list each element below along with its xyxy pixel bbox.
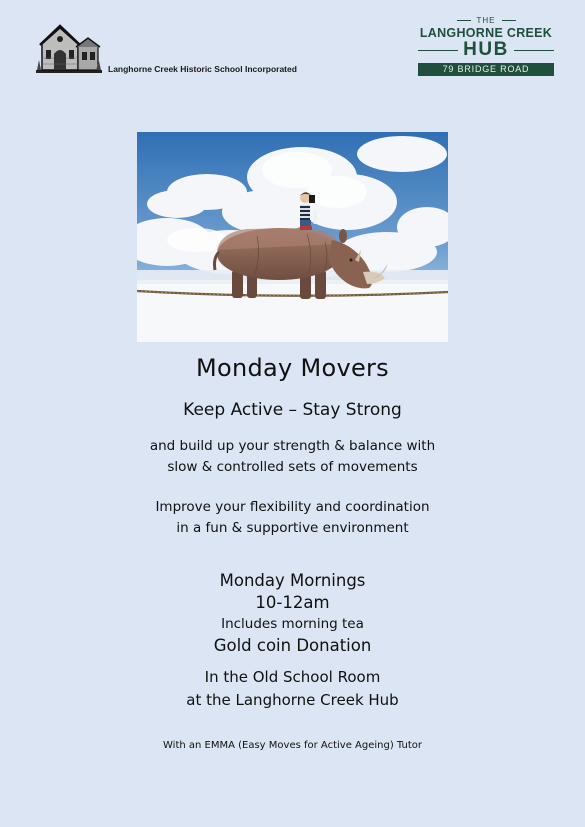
venue-line-2: at the Langhorne Creek Hub: [186, 691, 399, 709]
hub-name: LANGHORNE CREEK: [419, 26, 553, 40]
morning-tea-note: Includes morning tea: [221, 616, 364, 632]
poster-subtitle: Keep Active – Stay Strong: [183, 400, 402, 420]
session-hours: 10-12am: [255, 593, 330, 612]
venue: [0, 666, 585, 712]
hub-rule-right: [514, 50, 554, 51]
venue-line-1: In the Old School Room: [204, 668, 381, 686]
hub-dash-right: [502, 20, 516, 21]
flexibility-line-1: Improve your flexibility and coordination: [155, 499, 430, 515]
flexibility-paragraph: [0, 497, 585, 539]
donation-note: Gold coin Donation: [213, 636, 372, 655]
strength-paragraph: [0, 436, 585, 478]
hub-word: HUB: [463, 39, 509, 60]
org-name: Langhorne Creek Historic School Incorporated: [108, 64, 297, 74]
session-day: Monday Mornings: [219, 571, 366, 590]
hub-logo: [418, 16, 554, 76]
session-time: [0, 570, 585, 614]
hub-dash-left: [457, 20, 471, 21]
strength-line-1: and build up your strength & balance with: [149, 438, 436, 454]
rhino-tightrope-photo: [137, 132, 448, 342]
tutor-note: With an EMMA (Easy Moves for Active Ageing) Tutor: [163, 740, 422, 751]
hub-the-text: THE: [476, 16, 496, 25]
strength-line-2: slow & controlled sets of movements: [167, 459, 418, 475]
flexibility-line-2: in a fun & supportive environment: [176, 520, 409, 536]
school-building-logo: [36, 20, 102, 76]
poster-title: Monday Movers: [195, 354, 389, 382]
hub-rule-left: [418, 50, 458, 51]
hub-address: 79 BRIDGE ROAD: [418, 63, 554, 76]
